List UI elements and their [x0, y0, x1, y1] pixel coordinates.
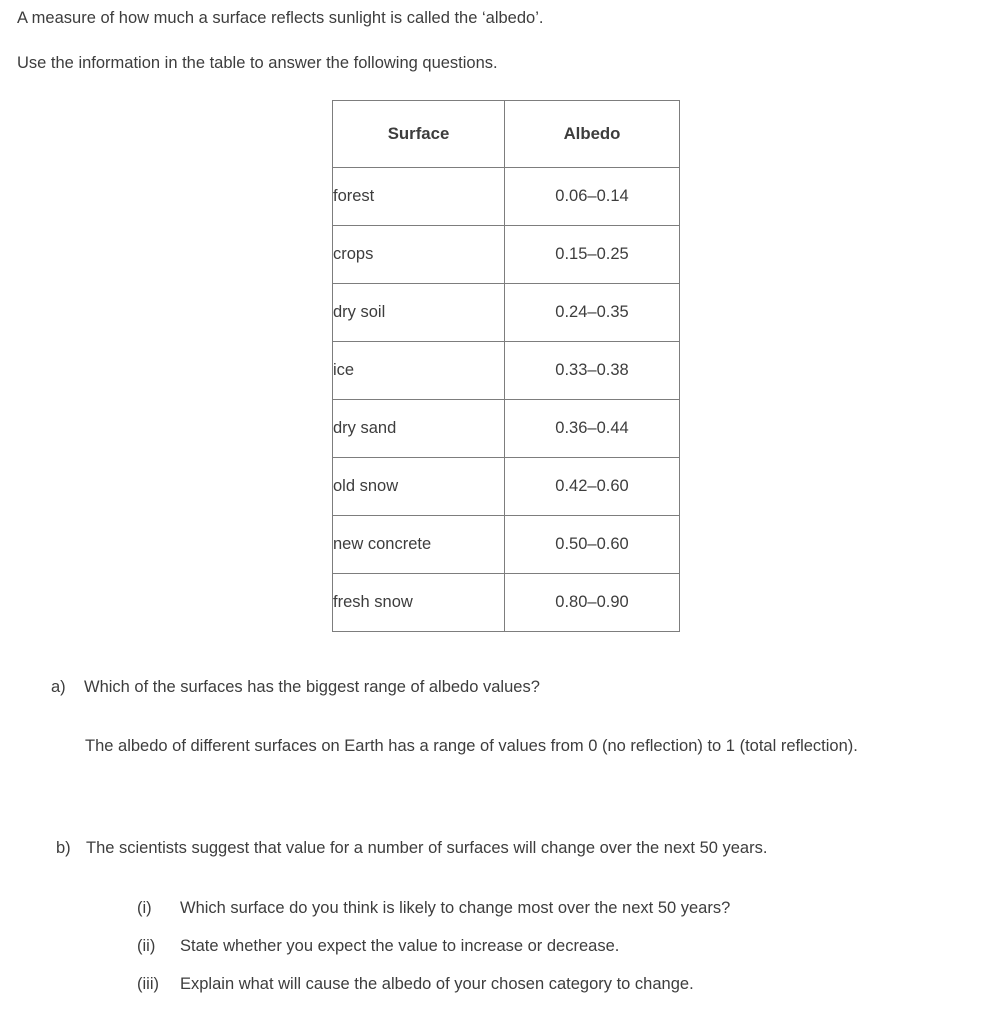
table-row [333, 226, 680, 284]
cell-surface: forest [333, 168, 505, 226]
question-b-subquestions [137, 897, 957, 996]
cell-albedo: 0.06–0.14 [505, 168, 680, 226]
table-row [333, 574, 680, 632]
table-row [333, 400, 680, 458]
question-a [51, 676, 951, 699]
table-row [333, 284, 680, 342]
subquestion-ii-marker: (ii) [137, 937, 156, 955]
subquestion-i [137, 897, 957, 920]
cell-albedo: 0.80–0.90 [505, 574, 680, 632]
table-body [333, 168, 680, 632]
table-header-row [333, 101, 680, 168]
question-a-marker: a) [51, 678, 66, 696]
subquestion-iii-marker: (iii) [137, 975, 159, 993]
subquestion-iii [137, 973, 957, 996]
question-b-marker: b) [56, 839, 71, 857]
question-a-note: The albedo of different surfaces on Earth has a range of values from 0 (no reflection) to 1 (total reflection). [85, 737, 858, 755]
cell-surface: fresh snow [333, 574, 505, 632]
cell-surface: ice [333, 342, 505, 400]
table-row [333, 168, 680, 226]
table-row [333, 458, 680, 516]
cell-surface: dry sand [333, 400, 505, 458]
cell-albedo: 0.36–0.44 [505, 400, 680, 458]
subquestion-i-marker: (i) [137, 899, 152, 917]
subquestion-iii-text: Explain what will cause the albedo of your chosen category to change. [180, 975, 694, 993]
albedo-table-container [332, 100, 679, 632]
column-header-albedo: Albedo [505, 101, 680, 168]
cell-surface: new concrete [333, 516, 505, 574]
cell-surface: old snow [333, 458, 505, 516]
intro-paragraph-1: A measure of how much a surface reflects sunlight is called the ‘albedo’. [17, 9, 544, 27]
subquestion-ii [137, 935, 957, 958]
cell-albedo: 0.42–0.60 [505, 458, 680, 516]
cell-albedo: 0.15–0.25 [505, 226, 680, 284]
cell-albedo: 0.33–0.38 [505, 342, 680, 400]
cell-albedo: 0.50–0.60 [505, 516, 680, 574]
table-row [333, 516, 680, 574]
column-header-surface: Surface [333, 101, 505, 168]
question-b [56, 837, 956, 860]
subquestion-ii-text: State whether you expect the value to increase or decrease. [180, 937, 620, 955]
cell-albedo: 0.24–0.35 [505, 284, 680, 342]
question-a-text: Which of the surfaces has the biggest range of albedo values? [84, 678, 540, 696]
cell-surface: dry soil [333, 284, 505, 342]
cell-surface: crops [333, 226, 505, 284]
albedo-table [332, 100, 680, 632]
subquestion-i-text: Which surface do you think is likely to change most over the next 50 years? [180, 899, 731, 917]
question-b-text: The scientists suggest that value for a number of surfaces will change over the next 50 years. [86, 839, 768, 857]
intro-paragraph-2: Use the information in the table to answer the following questions. [17, 54, 498, 72]
table-row [333, 342, 680, 400]
